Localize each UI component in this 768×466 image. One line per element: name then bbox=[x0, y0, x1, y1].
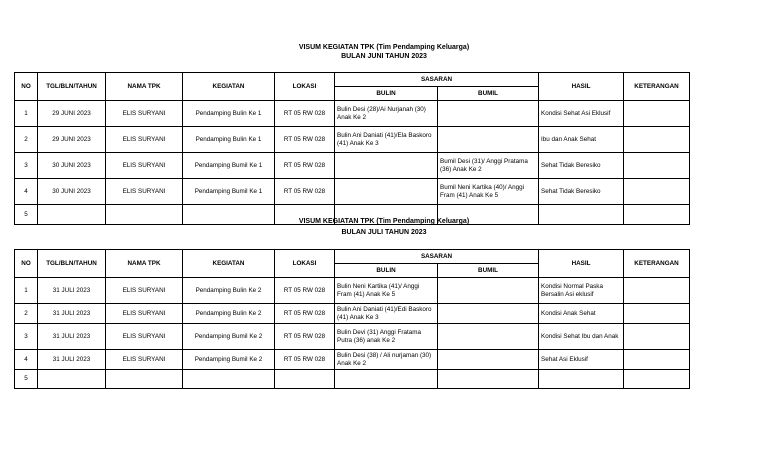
visum-table-july bbox=[14, 249, 690, 389]
cell-bulin: Bulin Desi (28)/Ai Nurjanah (30) Anak Ke 2 bbox=[335, 101, 438, 127]
cell-activity: Pendamping Bulin Ke 1 bbox=[183, 101, 275, 127]
cell-location: RT 05 RW 028 bbox=[275, 153, 335, 179]
cell-notes bbox=[624, 179, 690, 205]
header-tpk-name: NAMA TPK bbox=[106, 73, 183, 101]
cell-activity: Pendamping Bumil Ke 1 bbox=[183, 153, 275, 179]
cell-activity: Pendamping Bumil Ke 2 bbox=[183, 324, 275, 350]
cell-no: 5 bbox=[15, 205, 38, 225]
cell-bulin bbox=[335, 153, 438, 179]
table-row bbox=[15, 370, 690, 389]
header-bumil: BUMIL bbox=[438, 87, 539, 101]
table-row bbox=[15, 179, 690, 205]
section-title: VISUM KEGIATAN TPK (Tim Pendamping Keluarga) bbox=[298, 218, 470, 225]
cell-bumil bbox=[438, 278, 539, 304]
cell-result: Sehat Tidak Beresiko bbox=[539, 153, 624, 179]
cell-tpk-name: ELIS SURYANI bbox=[106, 153, 183, 179]
cell-no: 3 bbox=[15, 153, 38, 179]
table-row bbox=[15, 101, 690, 127]
cell-tpk-name: ELIS SURYANI bbox=[106, 127, 183, 153]
cell-date: 29 JUNI 2023 bbox=[38, 127, 106, 153]
cell-tpk-name: ELIS SURYANI bbox=[106, 350, 183, 370]
section-subtitle: BULAN JUNI TAHUN 2023 bbox=[341, 53, 427, 60]
header-target: SASARAN bbox=[335, 73, 539, 87]
cell-bumil: Bumil Desi (31)/ Anggi Pratama (36) Anak Ke 2 bbox=[438, 153, 539, 179]
cell-result bbox=[539, 370, 624, 389]
table-row bbox=[15, 350, 690, 370]
header-no: NO bbox=[15, 250, 38, 278]
cell-tpk-name: ELIS SURYANI bbox=[106, 304, 183, 324]
cell-bumil bbox=[438, 324, 539, 350]
cell-bulin bbox=[335, 179, 438, 205]
header-tpk-name: NAMA TPK bbox=[106, 250, 183, 278]
cell-tpk-name: ELIS SURYANI bbox=[106, 324, 183, 350]
cell-date: 30 JUNI 2023 bbox=[38, 153, 106, 179]
header-activity: KEGIATAN bbox=[183, 73, 275, 101]
table-row bbox=[15, 304, 690, 324]
cell-bulin: Bulin Ani Daniati (41)/Ela Baskoro (41) Anak Ke 3 bbox=[335, 127, 438, 153]
cell-bumil bbox=[438, 350, 539, 370]
header-bulin: BULIN bbox=[335, 87, 438, 101]
header-date: TGL/BLN/TAHUN bbox=[38, 73, 106, 101]
header-location: LOKASI bbox=[275, 73, 335, 101]
cell-notes bbox=[624, 127, 690, 153]
cell-bulin: Bulin Desi (38) / Ali nurjaman (30) Anak Ke 2 bbox=[335, 350, 438, 370]
cell-location: RT 05 RW 028 bbox=[275, 304, 335, 324]
cell-location: RT 05 RW 028 bbox=[275, 350, 335, 370]
cell-notes bbox=[624, 153, 690, 179]
cell-bumil bbox=[438, 127, 539, 153]
cell-location: RT 05 RW 028 bbox=[275, 179, 335, 205]
table-row bbox=[15, 278, 690, 304]
header-bulin: BULIN bbox=[335, 264, 438, 278]
cell-date bbox=[38, 370, 106, 389]
cell-date: 31 JULI 2023 bbox=[38, 278, 106, 304]
cell-location: RT 05 RW 028 bbox=[275, 278, 335, 304]
cell-activity bbox=[183, 370, 275, 389]
cell-result: Sehat Tidak Beresiko bbox=[539, 179, 624, 205]
cell-date: 31 JULI 2023 bbox=[38, 350, 106, 370]
cell-notes bbox=[624, 350, 690, 370]
section-title: VISUM KEGIATAN TPK (Tim Pendamping Keluarga) bbox=[298, 44, 470, 51]
cell-no: 4 bbox=[15, 179, 38, 205]
cell-result: Kondisi Anak Sehat bbox=[539, 304, 624, 324]
cell-no: 3 bbox=[15, 324, 38, 350]
cell-tpk-name: ELIS SURYANI bbox=[106, 278, 183, 304]
cell-notes bbox=[624, 324, 690, 350]
cell-notes bbox=[624, 370, 690, 389]
cell-result: Kondisi Sehat Ibu dan Anak bbox=[539, 324, 624, 350]
cell-activity: Pendamping Bumil Ke 2 bbox=[183, 350, 275, 370]
header-activity: KEGIATAN bbox=[183, 250, 275, 278]
cell-activity: Pendamping Bulin Ke 2 bbox=[183, 304, 275, 324]
cell-location: RT 05 RW 028 bbox=[275, 324, 335, 350]
cell-bulin: Bulin Neni Kartika (41)/ Anggi Fram (41) Anak Ke 5 bbox=[335, 278, 438, 304]
cell-date: 30 JUNI 2023 bbox=[38, 179, 106, 205]
cell-no: 2 bbox=[15, 127, 38, 153]
header-target: SASARAN bbox=[335, 250, 539, 264]
cell-date: 31 JULI 2023 bbox=[38, 324, 106, 350]
header-date: TGL/BLN/TAHUN bbox=[38, 250, 106, 278]
cell-location: RT 05 RW 028 bbox=[275, 101, 335, 127]
cell-bumil: Bumil Neni Kartika (40)/ Anggi Fram (41) Anak Ke 5 bbox=[438, 179, 539, 205]
cell-bulin: Bulin Devi (31) Anggi Fratama Putra (36) anak Ke 2 bbox=[335, 324, 438, 350]
header-no: NO bbox=[15, 73, 38, 101]
header-notes: KETERANGAN bbox=[624, 73, 690, 101]
visum-table-june bbox=[14, 72, 690, 225]
header-result: HASIL bbox=[539, 250, 624, 278]
cell-tpk-name bbox=[106, 370, 183, 389]
cell-result: Ibu dan Anak Sehat bbox=[539, 127, 624, 153]
cell-bulin bbox=[335, 370, 438, 389]
cell-result: Sehat Asi Eklusif bbox=[539, 350, 624, 370]
cell-activity: Pendamping Bumil Ke 1 bbox=[183, 179, 275, 205]
header-notes: KETERANGAN bbox=[624, 250, 690, 278]
header-bumil: BUMIL bbox=[438, 264, 539, 278]
table-row bbox=[15, 324, 690, 350]
header-location: LOKASI bbox=[275, 250, 335, 278]
cell-notes bbox=[624, 101, 690, 127]
cell-activity: Pendamping Bulin Ke 2 bbox=[183, 278, 275, 304]
cell-notes bbox=[624, 278, 690, 304]
cell-bumil bbox=[438, 370, 539, 389]
cell-no: 4 bbox=[15, 350, 38, 370]
cell-tpk-name: ELIS SURYANI bbox=[106, 101, 183, 127]
cell-date: 31 JULI 2023 bbox=[38, 304, 106, 324]
cell-tpk-name: ELIS SURYANI bbox=[106, 179, 183, 205]
cell-notes bbox=[624, 304, 690, 324]
cell-result: Kondisi Sehat Asi Eklusif bbox=[539, 101, 624, 127]
cell-date: 29 JUNI 2023 bbox=[38, 101, 106, 127]
cell-no: 1 bbox=[15, 278, 38, 304]
cell-no: 1 bbox=[15, 101, 38, 127]
table-row bbox=[15, 153, 690, 179]
table-row bbox=[15, 127, 690, 153]
cell-location: RT 05 RW 028 bbox=[275, 127, 335, 153]
cell-no: 2 bbox=[15, 304, 38, 324]
cell-result: Kondisi Normal Paska Bersalin Asi eklusif bbox=[539, 278, 624, 304]
header-result: HASIL bbox=[539, 73, 624, 101]
cell-activity: Pendamping Bulin Ke 1 bbox=[183, 127, 275, 153]
cell-bumil bbox=[438, 304, 539, 324]
cell-no: 5 bbox=[15, 370, 38, 389]
cell-location bbox=[275, 370, 335, 389]
section-subtitle: BULAN JULI TAHUN 2023 bbox=[341, 229, 427, 236]
cell-bulin: Bulin Ani Daniati (41)/Edi Baskoro (41) Anak Ke 3 bbox=[335, 304, 438, 324]
cell-bumil bbox=[438, 101, 539, 127]
